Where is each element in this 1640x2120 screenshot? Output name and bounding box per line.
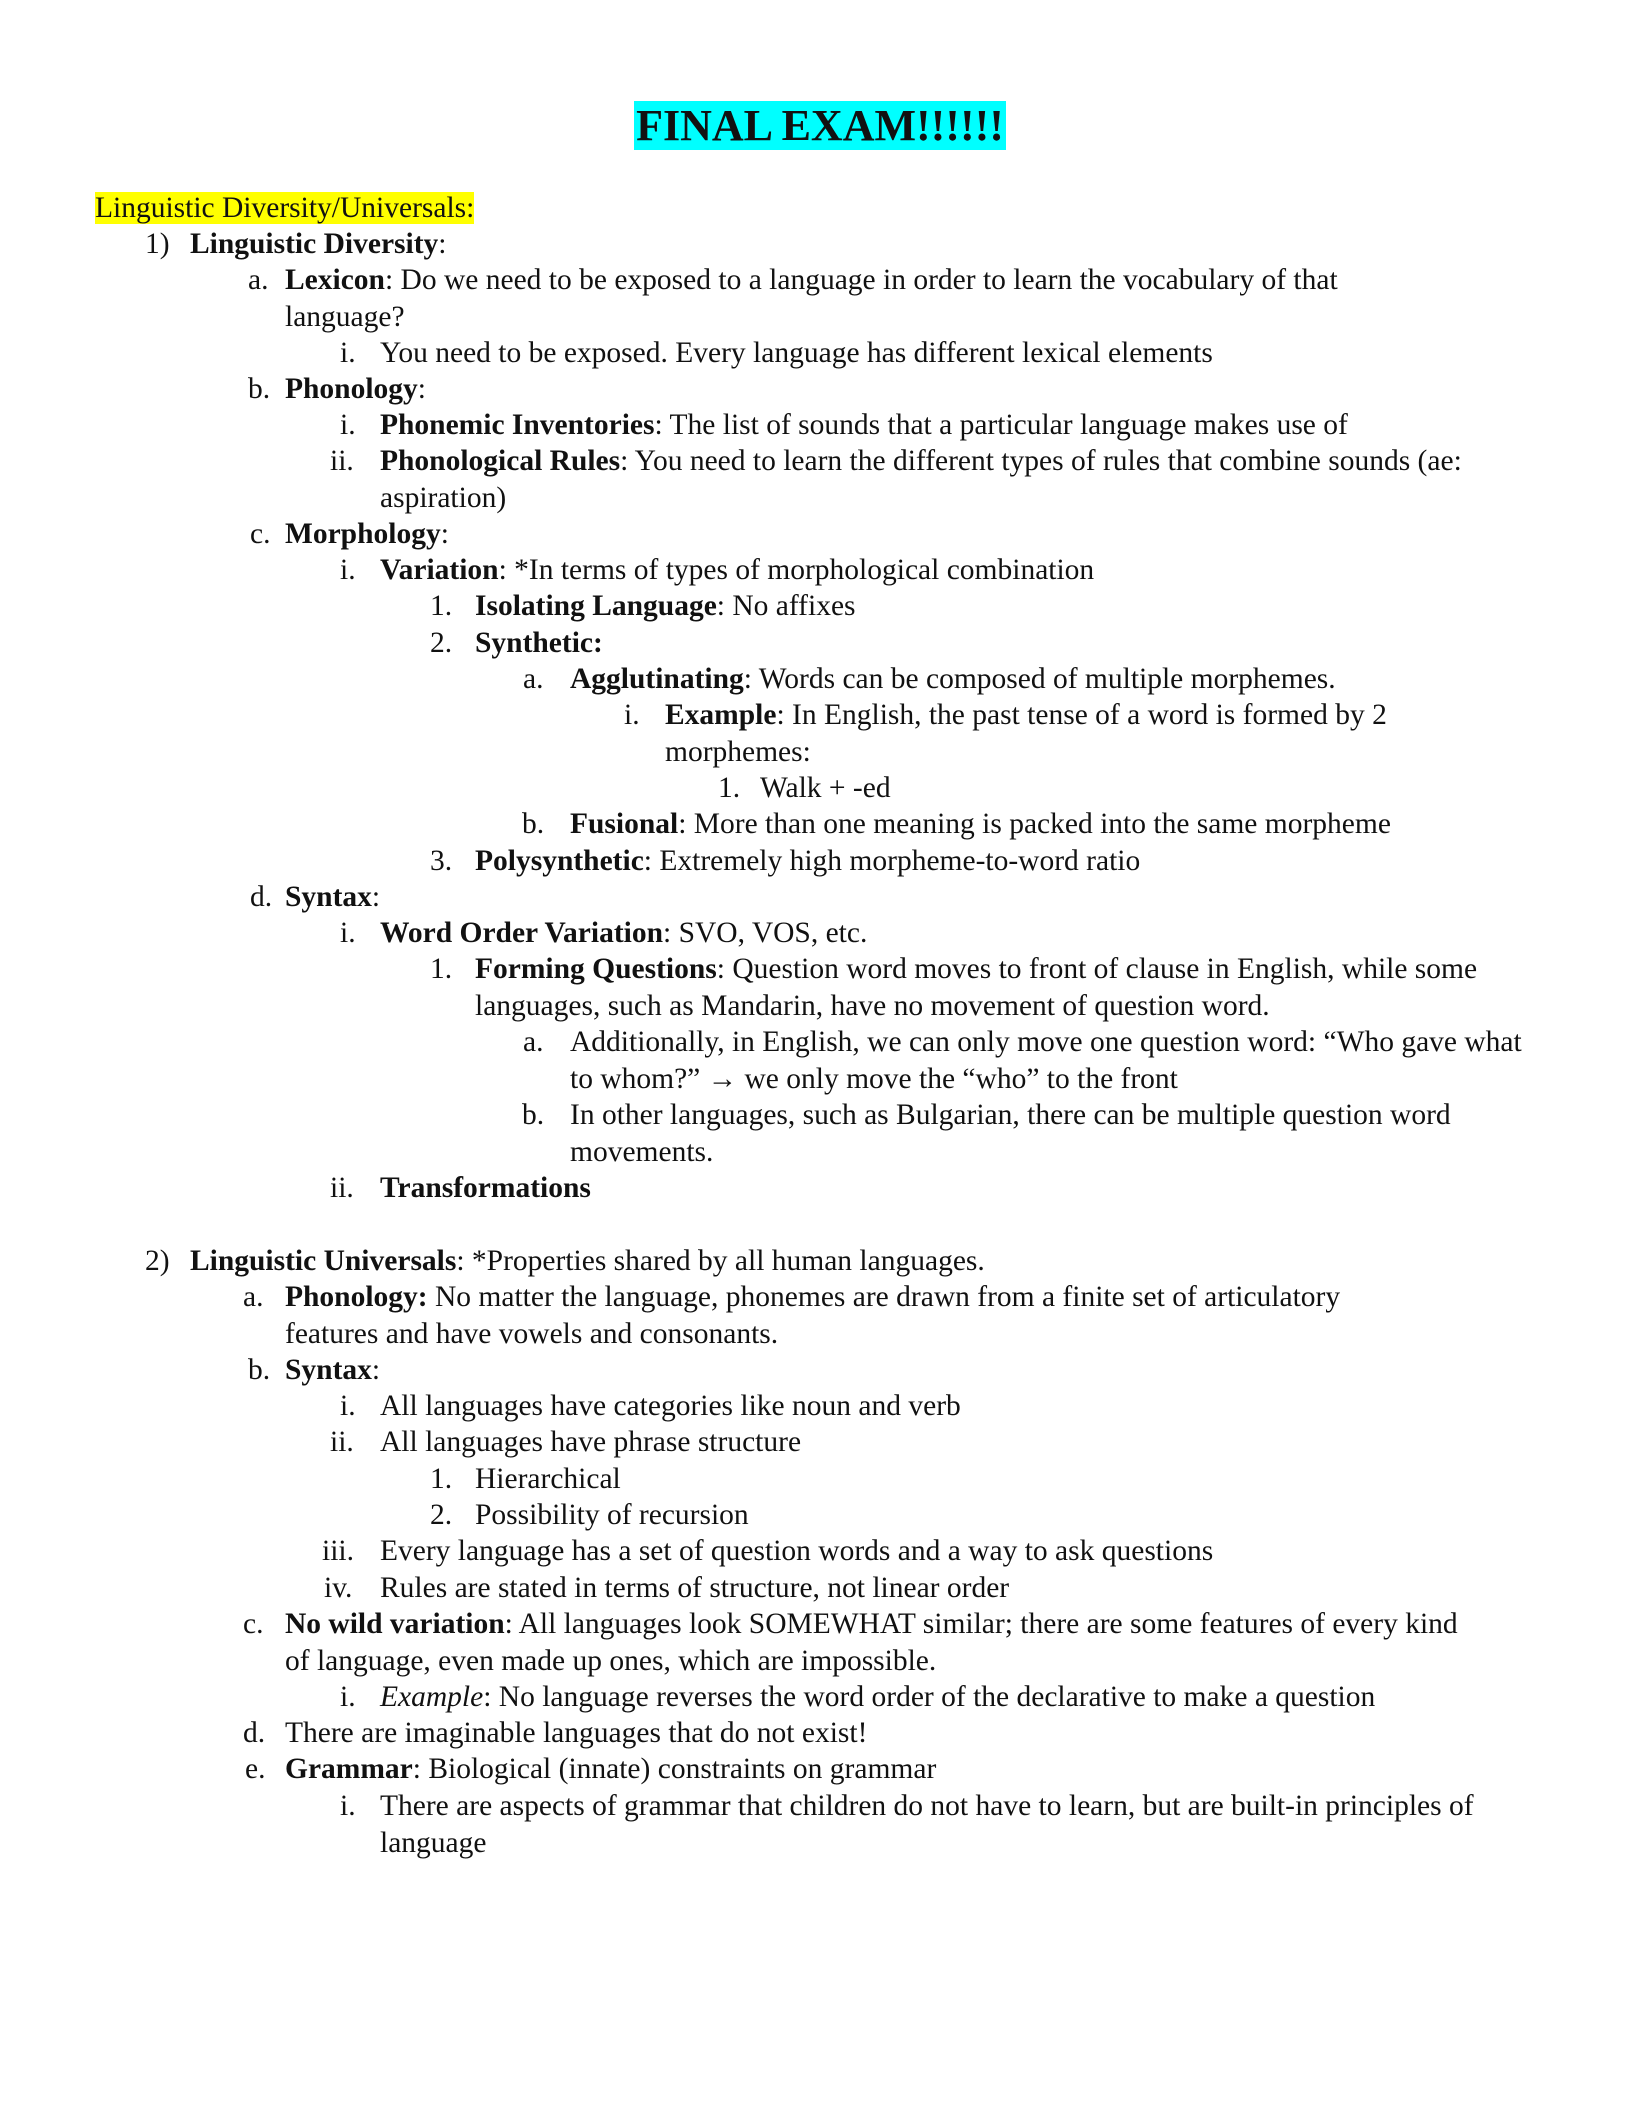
list-marker: b.: [522, 1099, 545, 1131]
item-description: All languages have categories like noun and verb: [380, 1390, 961, 1422]
list-marker: i.: [340, 409, 356, 441]
item-description: Walk + -ed: [760, 772, 891, 804]
item-description: : More than one meaning is packed into the same morpheme: [678, 808, 1391, 840]
list-marker: i.: [340, 554, 356, 586]
list-marker: 2.: [430, 627, 453, 659]
item-text: [190, 1243, 1290, 1280]
item-text: [475, 1497, 1375, 1534]
item-description: You need to be exposed. Every language has different lexical elements: [380, 337, 1213, 369]
list-marker: c.: [243, 1608, 264, 1640]
item-text: [380, 1170, 1360, 1207]
item-description: There are imaginable languages that do not exist!: [285, 1717, 868, 1749]
list-marker: 2.: [430, 1499, 453, 1531]
item-description: : You need to learn the different types of rules that combine sounds (ae: aspiration): [380, 445, 1462, 514]
item-term: Transformations: [380, 1172, 591, 1204]
item-text: [380, 335, 1355, 372]
item-text: [285, 879, 1185, 916]
item-term: No wild variation: [285, 1608, 505, 1640]
item-term: Forming Questions: [475, 953, 717, 985]
item-description: : Biological (innate) constraints on grammar: [412, 1753, 937, 1785]
item-description: : Question word moves to front of clause in English, while some languages, such as Mandarin, have no movement of question word.: [475, 953, 1478, 1022]
item-text: [285, 516, 1185, 553]
item-description: Rules are stated in terms of structure, not linear order: [380, 1572, 1010, 1604]
list-marker: b.: [522, 808, 545, 840]
item-text: [570, 1024, 1530, 1097]
item-text: [285, 262, 1365, 335]
item-term: Synthetic:: [475, 627, 603, 659]
item-text: [475, 1461, 1375, 1498]
list-marker: d.: [243, 1717, 266, 1749]
list-marker: 3.: [430, 845, 453, 877]
item-text: [380, 1533, 1380, 1570]
item-text: [380, 552, 1360, 589]
section-heading-highlight: Linguistic Diversity/Universals:: [95, 192, 475, 224]
item-text: [285, 1606, 1485, 1679]
item-term: Phonology: [285, 373, 418, 405]
item-text: [380, 407, 1500, 444]
item-text: [475, 951, 1495, 1024]
item-description: In other languages, such as Bulgarian, there can be multiple question word movements.: [570, 1099, 1451, 1168]
list-marker: i.: [340, 1681, 356, 1713]
item-term: Linguistic Universals: [190, 1245, 457, 1277]
item-text: [380, 1679, 1530, 1716]
item-description: :: [371, 1354, 381, 1386]
item-text: [285, 1352, 1185, 1389]
list-marker: 1.: [430, 590, 453, 622]
item-term: Isolating Language: [475, 590, 717, 622]
item-description: : *Properties shared by all human languages.: [456, 1245, 985, 1277]
item-term: Lexicon: [285, 264, 385, 296]
item-term: Grammar: [285, 1753, 413, 1785]
list-marker: iv.: [324, 1572, 353, 1604]
list-marker: 1.: [718, 772, 741, 804]
item-text: [570, 661, 1510, 698]
item-term: Syntax: [285, 1354, 372, 1386]
item-text: [285, 1715, 1385, 1752]
item-term: Word Order Variation: [380, 917, 664, 949]
list-marker: b.: [248, 1354, 271, 1386]
item-description: :: [417, 373, 426, 405]
list-marker: ii.: [330, 1172, 354, 1204]
list-marker: 1.: [430, 1463, 453, 1495]
item-description: No matter the language, phonemes are drawn from a finite set of articulatory features and have vowels and consonants.: [285, 1281, 1341, 1350]
item-description: There are aspects of grammar that children do not have to learn, but are built-in principles of language: [380, 1790, 1474, 1859]
item-description: : No affixes: [716, 590, 856, 622]
item-description: : In English, the past tense of a word is formed by 2 morphemes:: [665, 699, 1387, 768]
item-term: Linguistic Diversity: [190, 228, 439, 260]
item-text: [285, 1279, 1440, 1352]
item-term: Fusional: [570, 808, 679, 840]
item-description: :: [371, 881, 381, 913]
list-marker: c.: [250, 518, 271, 550]
item-text: [475, 588, 1375, 625]
item-text: [570, 1097, 1530, 1170]
item-description: : No language reverses the word order of the declarative to make a question: [483, 1681, 1376, 1713]
item-text: [475, 843, 1375, 880]
item-description: : Extremely high morpheme-to-word ratio: [643, 845, 1141, 877]
list-marker: i.: [340, 337, 356, 369]
item-description: Every language has a set of question words and a way to ask questions: [380, 1535, 1214, 1567]
item-text: [380, 1424, 1380, 1461]
item-description: : *In terms of types of morphological combination: [498, 554, 1095, 586]
item-description: : Do we need to be exposed to a language in order to learn the vocabulary of that language?: [285, 264, 1338, 333]
item-term: Example: [665, 699, 777, 731]
list-marker: e.: [245, 1753, 266, 1785]
item-description: Additionally, in English, we can only move one question word: “Who gave what to whom?” → we only move the “who” to the front: [570, 1026, 1522, 1095]
item-description: : All languages look SOMEWHAT similar; there are some features of every kind of language, even made up ones, which are impossible.: [285, 1608, 1458, 1677]
list-marker: d.: [250, 881, 273, 913]
list-marker: a.: [523, 663, 544, 695]
item-emphasis: Example: [380, 1681, 484, 1713]
list-marker: i.: [340, 1390, 356, 1422]
item-term: Syntax: [285, 881, 372, 913]
item-text: [665, 697, 1445, 770]
list-marker: ii.: [330, 1426, 354, 1458]
list-marker: 2): [145, 1245, 170, 1277]
list-marker: ii.: [330, 445, 354, 477]
item-text: [380, 915, 1360, 952]
item-text: [190, 226, 655, 263]
item-text: [380, 1570, 1380, 1607]
item-description: : Words can be composed of multiple morphemes.: [743, 663, 1336, 695]
item-text: [285, 371, 1185, 408]
item-text: [380, 1788, 1530, 1861]
item-description: : SVO, VOS, etc.: [663, 917, 868, 949]
item-description: : The list of sounds that a particular language makes use of: [654, 409, 1348, 441]
list-marker: a.: [243, 1281, 264, 1313]
item-description: All languages have phrase structure: [380, 1426, 802, 1458]
item-term: Phonemic Inventories: [380, 409, 655, 441]
item-description: Possibility of recursion: [475, 1499, 749, 1531]
item-term: Variation: [380, 554, 499, 586]
item-term: Polysynthetic: [475, 845, 644, 877]
section-heading: [95, 190, 474, 226]
document-title: [0, 101, 1640, 151]
item-description: :: [440, 518, 449, 550]
item-text: [760, 770, 1410, 807]
item-term: Agglutinating: [570, 663, 744, 695]
item-term: Phonology:: [285, 1281, 428, 1313]
item-description: Hierarchical: [475, 1463, 621, 1495]
list-marker: i.: [624, 699, 640, 731]
item-term: Morphology: [285, 518, 441, 550]
list-marker: a.: [523, 1026, 544, 1058]
list-marker: i.: [340, 917, 356, 949]
item-text: [475, 625, 1375, 662]
list-marker: iii.: [322, 1535, 354, 1567]
list-marker: 1.: [430, 953, 453, 985]
item-text: [380, 443, 1510, 516]
list-marker: 1): [145, 228, 170, 260]
item-text: [570, 806, 1510, 843]
item-description: :: [438, 228, 447, 260]
list-marker: b.: [248, 373, 271, 405]
item-text: [285, 1751, 1385, 1788]
list-marker: i.: [340, 1790, 356, 1822]
list-marker: a.: [248, 264, 269, 296]
title-highlight: FINAL EXAM!!!!!!: [636, 101, 1004, 150]
item-text: [380, 1388, 1380, 1425]
item-term: Phonological Rules: [380, 445, 621, 477]
